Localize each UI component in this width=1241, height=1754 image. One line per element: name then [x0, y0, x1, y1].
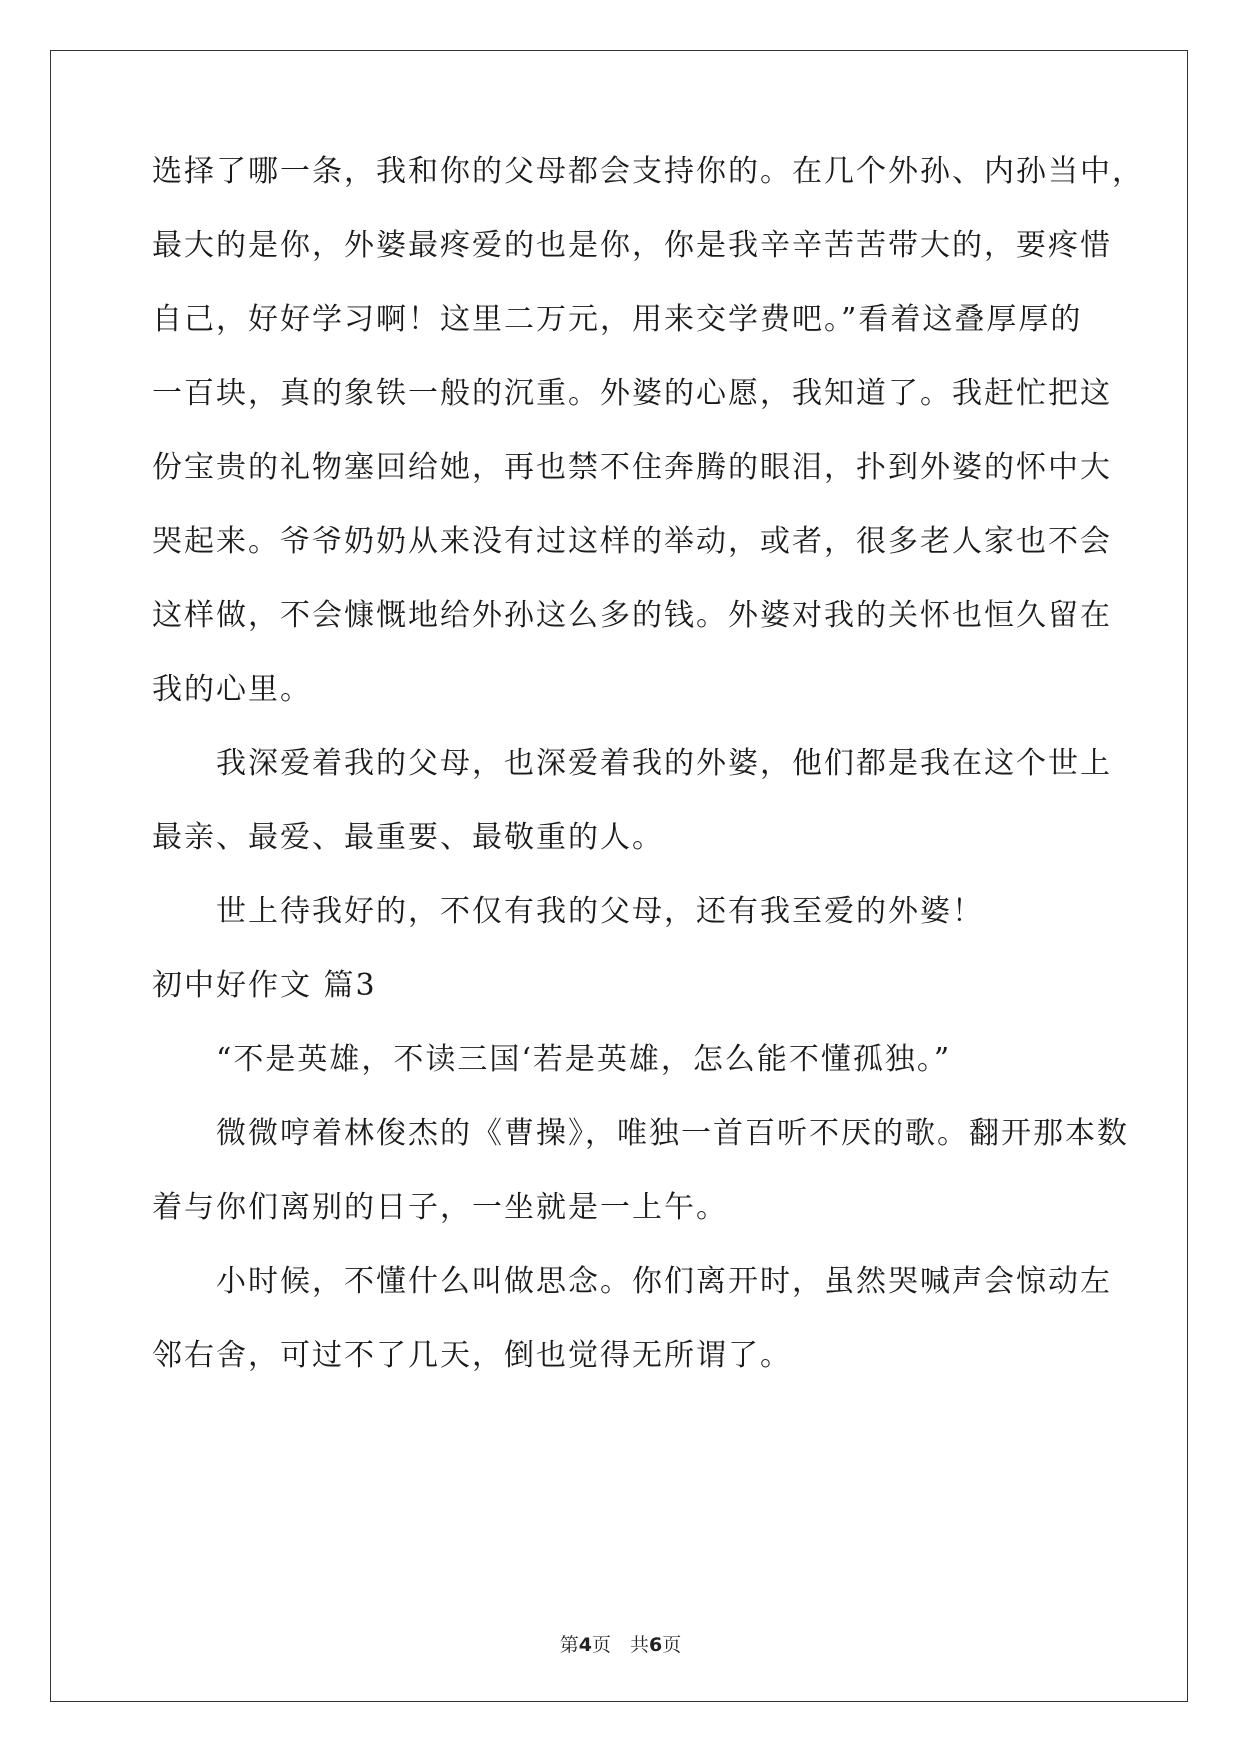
text-line: 小时候，不懂什么叫做思念。你们离开时，虽然哭喊声会惊动左 [152, 1264, 1112, 1299]
text-line: 最亲、最爱、最重要、最敬重的人。 [152, 820, 664, 855]
page-footer [0, 1633, 1241, 1657]
text-line: 我的心里。 [152, 672, 312, 707]
text-line: 份宝贵的礼物塞回给她，再也禁不住奔腾的眼泪，扑到外婆的怀中大 [152, 450, 1112, 485]
text-line: 我深爱着我的父母，也深爱着我的外婆，他们都是我在这个世上 [152, 746, 1112, 781]
text-line: 这样做，不会慷慨地给外孙这么多的钱。外婆对我的关怀也恒久留在 [152, 598, 1112, 633]
footer-mid: 页 共 [591, 1634, 649, 1656]
text-line: 世上待我好的，不仅有我的父母，还有我至爱的外婆！ [152, 894, 984, 929]
text-line: “不是英雄，不读三国‘若是英雄，怎么能不懂孤独。” [152, 1042, 952, 1077]
text-line: 微微哼着林俊杰的《曹操》，唯独一首百听不厌的歌。翻开那本数 [152, 1116, 1129, 1151]
current-page-number: 4 [578, 1634, 592, 1656]
text-line: 最大的是你，外婆最疼爱的也是你，你是我辛辛苦苦带大的，要疼惜 [152, 228, 1112, 263]
text-line: 选择了哪一条，我和你的父母都会支持你的。在几个外孙、内孙当中， [152, 154, 1144, 189]
text-line: 自己，好好学习啊！这里二万元，用来交学费吧。”看着这叠厚厚的 [152, 302, 1083, 337]
text-line: 邻右舍，可过不了几天，倒也觉得无所谓了。 [152, 1338, 792, 1373]
page-frame [50, 50, 1188, 1702]
footer-suffix: 页 [662, 1634, 682, 1656]
text-line: 着与你们离别的日子，一坐就是一上午。 [152, 1190, 728, 1225]
footer-prefix: 第 [559, 1634, 579, 1656]
text-line: 哭起来。爷爷奶奶从来没有过这样的举动，或者，很多老人家也不会 [152, 524, 1112, 559]
total-page-number: 6 [649, 1634, 663, 1656]
text-line: 一百块，真的象铁一般的沉重。外婆的心愿，我知道了。我赶忙把这 [152, 376, 1112, 411]
section-heading: 初中好作文 篇3 [152, 968, 377, 1003]
